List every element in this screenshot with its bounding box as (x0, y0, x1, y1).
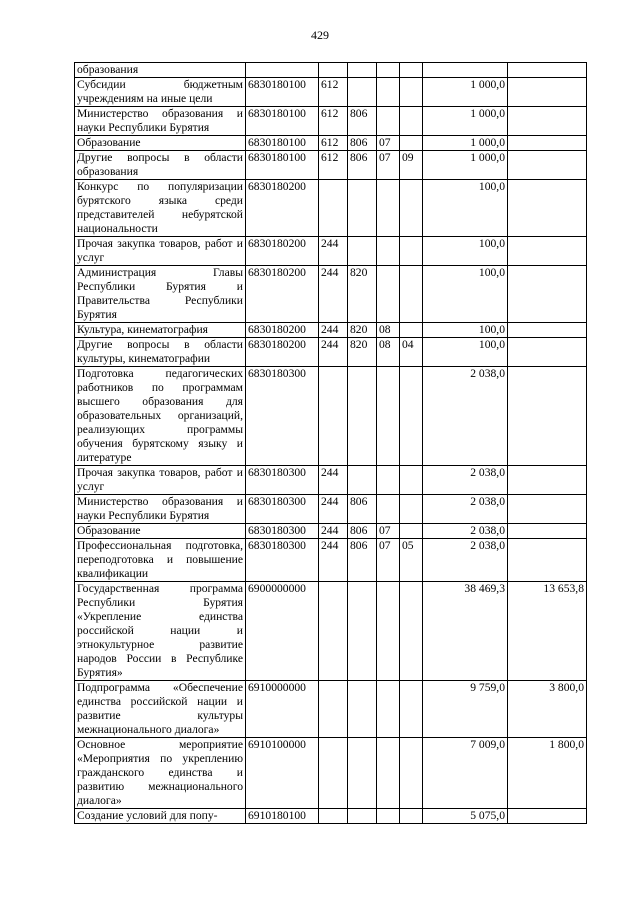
cell-name: Субсидии бюджетным учреждениям на иные цели (75, 78, 246, 107)
cell-expense-type (319, 180, 348, 237)
cell-amount-federal (508, 266, 587, 323)
cell-section (377, 738, 400, 809)
cell-amount-total (423, 63, 508, 78)
cell-amount-total: 1 000,0 (423, 78, 508, 107)
cell-amount-total: 100,0 (423, 237, 508, 266)
cell-administrator (348, 237, 377, 266)
table-row (75, 738, 587, 809)
cell-target-article: 6830180300 (246, 539, 319, 582)
cell-name: Государственная программа Республики Бурятия «Укрепление единства российской нации и этнокультурное развитие народов России в Республике Бурятия» (75, 582, 246, 681)
cell-section (377, 582, 400, 681)
cell-expense-type (319, 582, 348, 681)
cell-administrator: 820 (348, 266, 377, 323)
cell-name: Образование (75, 524, 246, 539)
cell-subsection (400, 681, 423, 738)
cell-expense-type: 612 (319, 78, 348, 107)
cell-subsection (400, 738, 423, 809)
cell-expense-type: 612 (319, 107, 348, 136)
cell-target-article: 6830180200 (246, 266, 319, 323)
cell-amount-total: 100,0 (423, 338, 508, 367)
cell-expense-type: 244 (319, 266, 348, 323)
cell-subsection: 09 (400, 151, 423, 180)
cell-amount-total: 2 038,0 (423, 495, 508, 524)
cell-expense-type (319, 738, 348, 809)
cell-amount-total: 100,0 (423, 180, 508, 237)
page-number: 429 (311, 28, 329, 42)
cell-name: Прочая закупка товаров, работ и услуг (75, 237, 246, 266)
cell-subsection (400, 495, 423, 524)
cell-amount-total: 9 759,0 (423, 681, 508, 738)
cell-section (377, 681, 400, 738)
cell-target-article (246, 63, 319, 78)
cell-name: Другие вопросы в области культуры, кинематографии (75, 338, 246, 367)
cell-name: Профессиональная подготовка, переподготовка и повышение квалификации (75, 539, 246, 582)
cell-subsection (400, 466, 423, 495)
cell-amount-total: 2 038,0 (423, 466, 508, 495)
cell-amount-total: 7 009,0 (423, 738, 508, 809)
cell-amount-federal (508, 539, 587, 582)
cell-target-article: 6830180200 (246, 237, 319, 266)
cell-amount-federal (508, 237, 587, 266)
cell-amount-total: 2 038,0 (423, 524, 508, 539)
cell-name: Прочая закупка товаров, работ и услуг (75, 466, 246, 495)
cell-section (377, 495, 400, 524)
cell-expense-type: 244 (319, 495, 348, 524)
cell-subsection (400, 136, 423, 151)
cell-subsection: 04 (400, 338, 423, 367)
cell-target-article: 6910100000 (246, 738, 319, 809)
cell-subsection (400, 582, 423, 681)
cell-section: 08 (377, 323, 400, 338)
cell-name: Министерство образования и науки Республики Бурятия (75, 495, 246, 524)
table-row (75, 495, 587, 524)
cell-section: 08 (377, 338, 400, 367)
cell-amount-total: 1 000,0 (423, 107, 508, 136)
cell-amount-federal: 1 800,0 (508, 738, 587, 809)
cell-subsection (400, 367, 423, 466)
table-row (75, 582, 587, 681)
cell-expense-type: 244 (319, 338, 348, 367)
cell-expense-type: 244 (319, 323, 348, 338)
cell-name: Основное мероприятие «Мероприятия по укреплению гражданского единства и развитию межнационального диалога» (75, 738, 246, 809)
cell-subsection (400, 180, 423, 237)
cell-administrator (348, 78, 377, 107)
cell-expense-type (319, 367, 348, 466)
cell-name: Конкурс по популяризации бурятского языка среди представителей небурятской национальности (75, 180, 246, 237)
cell-amount-federal: 13 653,8 (508, 582, 587, 681)
cell-amount-total: 1 000,0 (423, 136, 508, 151)
budget-table (74, 62, 587, 824)
cell-target-article: 6830180300 (246, 495, 319, 524)
cell-section (377, 63, 400, 78)
cell-administrator (348, 681, 377, 738)
cell-administrator (348, 809, 377, 824)
cell-amount-federal (508, 466, 587, 495)
cell-amount-total: 2 038,0 (423, 539, 508, 582)
cell-expense-type: 244 (319, 524, 348, 539)
table-row (75, 78, 587, 107)
cell-administrator: 820 (348, 338, 377, 367)
cell-name: Культура, кинематография (75, 323, 246, 338)
cell-amount-federal (508, 78, 587, 107)
cell-amount-total: 100,0 (423, 323, 508, 338)
cell-administrator: 820 (348, 323, 377, 338)
cell-expense-type: 244 (319, 237, 348, 266)
cell-subsection (400, 107, 423, 136)
cell-section: 07 (377, 524, 400, 539)
cell-amount-federal (508, 151, 587, 180)
cell-section (377, 367, 400, 466)
cell-administrator: 806 (348, 151, 377, 180)
cell-amount-federal (508, 338, 587, 367)
table-row (75, 323, 587, 338)
table-row (75, 367, 587, 466)
cell-amount-federal (508, 524, 587, 539)
cell-expense-type (319, 63, 348, 78)
cell-section (377, 237, 400, 266)
cell-amount-federal (508, 107, 587, 136)
cell-administrator (348, 63, 377, 78)
cell-name: Министерство образования и науки Республики Бурятия (75, 107, 246, 136)
cell-section (377, 107, 400, 136)
cell-expense-type (319, 809, 348, 824)
cell-expense-type: 244 (319, 466, 348, 495)
cell-name: Подготовка педагогических работников по программам высшего образования для образовательных организаций, реализующих программы обучения бурятскому языку и литературе (75, 367, 246, 466)
cell-subsection (400, 63, 423, 78)
cell-expense-type: 244 (319, 539, 348, 582)
cell-target-article: 6910000000 (246, 681, 319, 738)
table-row (75, 338, 587, 367)
cell-amount-total: 1 000,0 (423, 151, 508, 180)
cell-expense-type: 612 (319, 151, 348, 180)
cell-section: 07 (377, 539, 400, 582)
cell-amount-total: 38 469,3 (423, 582, 508, 681)
cell-target-article: 6830180100 (246, 107, 319, 136)
table-row (75, 681, 587, 738)
cell-target-article: 6830180100 (246, 78, 319, 107)
cell-administrator (348, 367, 377, 466)
cell-target-article: 6830180300 (246, 466, 319, 495)
cell-amount-federal (508, 63, 587, 78)
cell-amount-federal (508, 809, 587, 824)
cell-section (377, 809, 400, 824)
cell-name: Подпрограмма «Обеспечение единства российской нации и развитие культуры межнационального диалога» (75, 681, 246, 738)
cell-amount-total: 100,0 (423, 266, 508, 323)
cell-expense-type (319, 681, 348, 738)
cell-target-article: 6830180200 (246, 323, 319, 338)
cell-target-article: 6830180100 (246, 136, 319, 151)
cell-expense-type: 612 (319, 136, 348, 151)
cell-administrator: 806 (348, 495, 377, 524)
cell-name: Образование (75, 136, 246, 151)
cell-target-article: 6830180100 (246, 151, 319, 180)
cell-name: Администрация Главы Республики Бурятия и Правительства Республики Бурятия (75, 266, 246, 323)
cell-amount-federal (508, 495, 587, 524)
cell-section (377, 466, 400, 495)
table-row (75, 266, 587, 323)
table-row (75, 524, 587, 539)
cell-administrator (348, 180, 377, 237)
table-row (75, 180, 587, 237)
budget-table-body (75, 63, 587, 824)
cell-amount-federal (508, 367, 587, 466)
cell-target-article: 6830180200 (246, 180, 319, 237)
cell-amount-federal (508, 180, 587, 237)
cell-subsection (400, 809, 423, 824)
cell-amount-federal (508, 136, 587, 151)
cell-target-article: 6910180100 (246, 809, 319, 824)
table-row (75, 107, 587, 136)
cell-amount-total: 5 075,0 (423, 809, 508, 824)
table-row (75, 136, 587, 151)
table-row (75, 237, 587, 266)
cell-administrator (348, 466, 377, 495)
cell-amount-federal: 3 800,0 (508, 681, 587, 738)
cell-subsection (400, 237, 423, 266)
cell-name: Создание условий для попу- (75, 809, 246, 824)
cell-name: образования (75, 63, 246, 78)
cell-target-article: 6830180300 (246, 367, 319, 466)
cell-section (377, 180, 400, 237)
cell-subsection: 05 (400, 539, 423, 582)
cell-administrator: 806 (348, 107, 377, 136)
table-row (75, 809, 587, 824)
cell-administrator: 806 (348, 136, 377, 151)
cell-target-article: 6830180300 (246, 524, 319, 539)
cell-subsection (400, 78, 423, 107)
cell-section (377, 78, 400, 107)
cell-subsection (400, 266, 423, 323)
table-row (75, 466, 587, 495)
cell-administrator (348, 738, 377, 809)
table-row (75, 63, 587, 78)
cell-administrator (348, 582, 377, 681)
cell-section: 07 (377, 151, 400, 180)
cell-subsection (400, 323, 423, 338)
cell-name: Другие вопросы в области образования (75, 151, 246, 180)
cell-section (377, 266, 400, 323)
cell-target-article: 6900000000 (246, 582, 319, 681)
table-row (75, 539, 587, 582)
table-row (75, 151, 587, 180)
cell-administrator: 806 (348, 524, 377, 539)
cell-section: 07 (377, 136, 400, 151)
cell-target-article: 6830180200 (246, 338, 319, 367)
cell-administrator: 806 (348, 539, 377, 582)
cell-subsection (400, 524, 423, 539)
cell-amount-federal (508, 323, 587, 338)
cell-amount-total: 2 038,0 (423, 367, 508, 466)
